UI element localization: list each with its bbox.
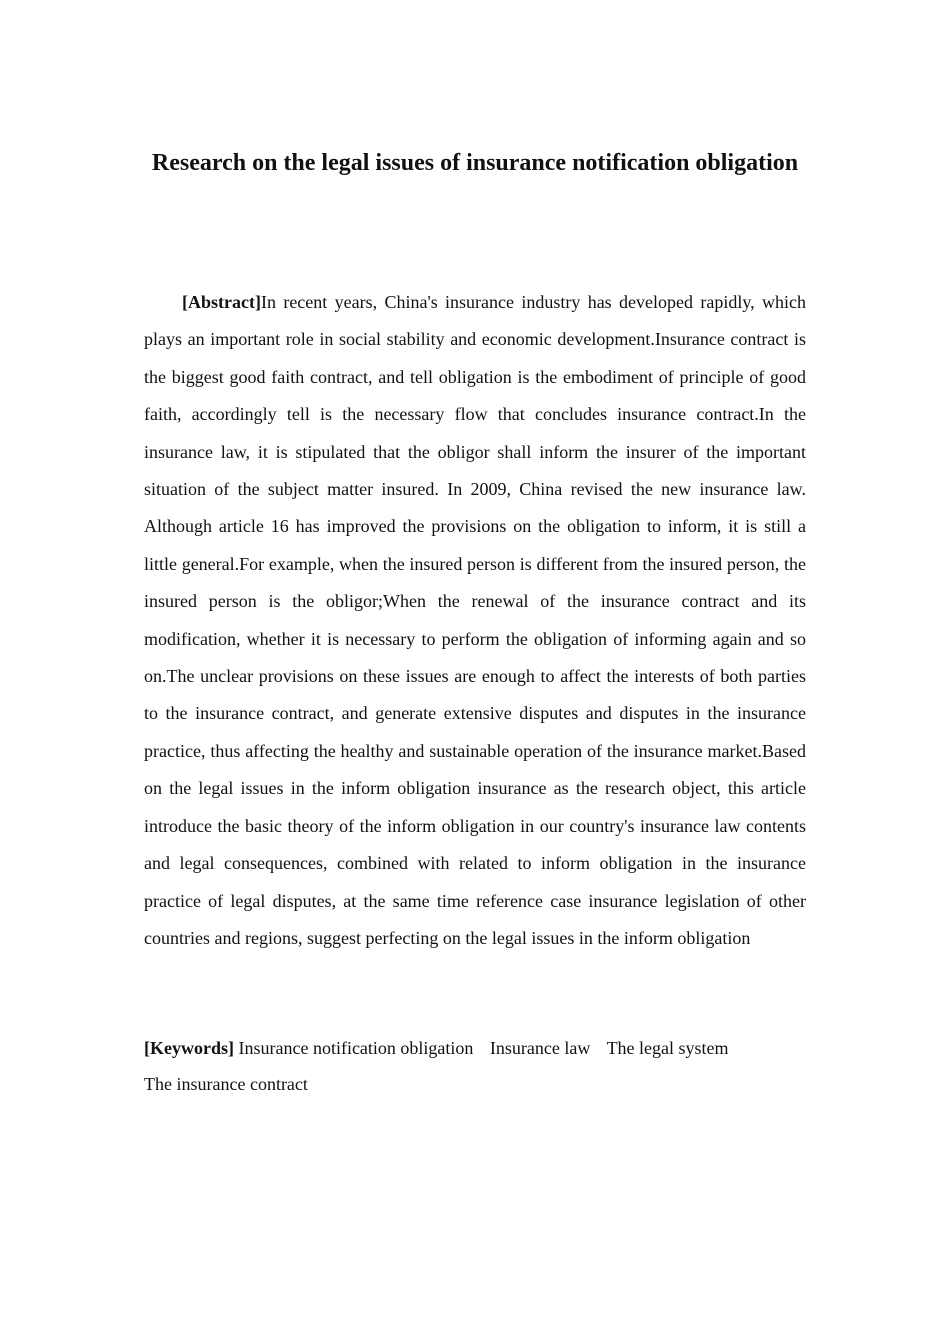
keywords-label: [Keywords]	[144, 1038, 234, 1058]
abstract-label: [Abstract]	[182, 292, 261, 312]
document-title: Research on the legal issues of insurance notification obligation	[151, 150, 799, 176]
keyword-item: Insurance law	[489, 1038, 591, 1058]
keyword-item: The legal system	[606, 1038, 729, 1058]
keyword-item: Insurance notification obligation	[238, 1038, 474, 1058]
abstract-text: In recent years, China's insurance industry has developed rapidly, which plays an important role in social stability and economic development.Insurance contract is the biggest good faith contract, and tell obligation is the embodiment of principle of good faith, accordingly tell is the necessary flow that concludes insurance contract.In the insurance law, it is stipulated that the obligor shall inform the insurer of the important situation of the subject matter insured. In 2009, China revised the new insurance law. Although article 16 has improved the provisions on the obligation to inform, it is still a little general.For example, when the insured person is different from the insured person, the insured person is the obligor;When the renewal of the insurance contract and its modification, whether it is necessary to perform the obligation of informing again and so on.The unclear provisions on these issues are enough to affect the interests of both parties to the insurance contract, and generate extensive disputes and disputes in the insurance practice, thus affecting the healthy and sustainable operation of the insurance market.Based on the legal issues in the inform obligation insurance as the research object, this article introduce the basic theory of the inform obligation in our country's insurance law contents and legal consequences, combined with related to inform obligation in the insurance practice of legal disputes, at the same time reference case insurance legislation of other countries and regions, suggest perfecting on the legal issues in the inform obligation	[144, 292, 806, 948]
keywords-line	[144, 1030, 806, 1102]
abstract-paragraph	[144, 284, 806, 957]
keyword-item: The insurance contract	[144, 1074, 308, 1094]
